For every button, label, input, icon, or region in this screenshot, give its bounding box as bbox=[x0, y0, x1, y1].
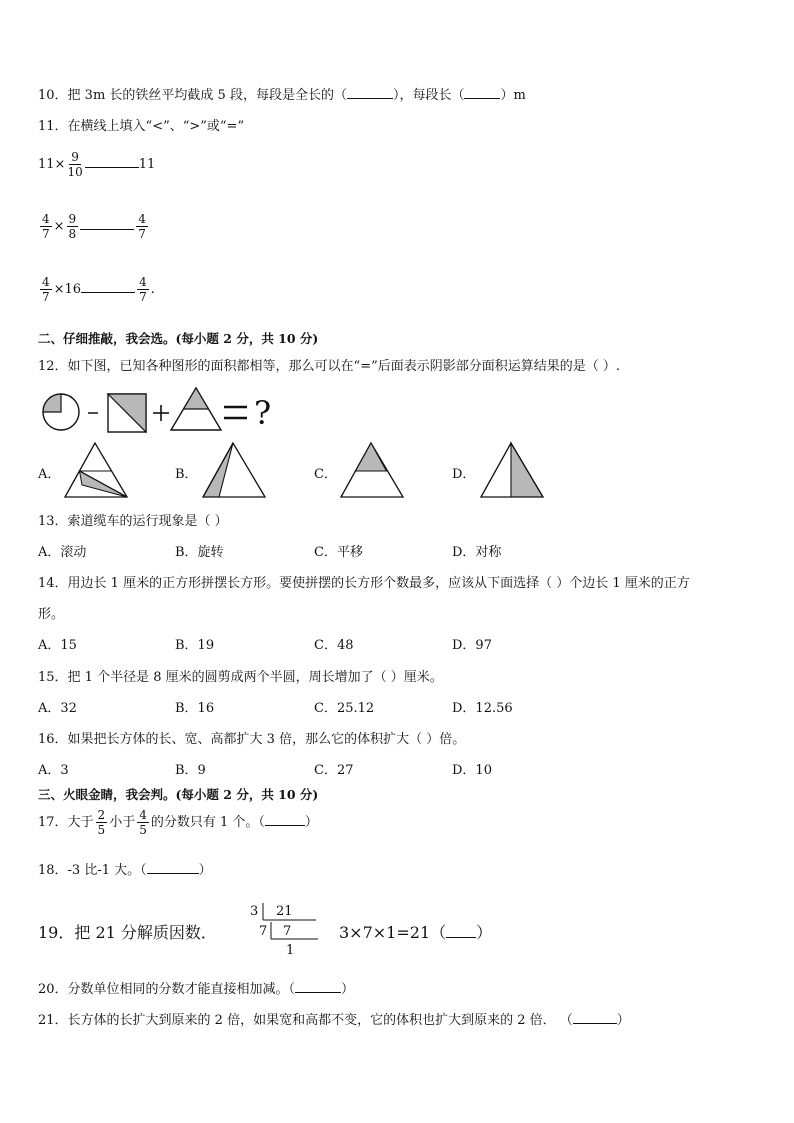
question-14-line-2: 形。 bbox=[38, 607, 65, 622]
question-21 bbox=[38, 1009, 630, 1028]
fraction: $\frac{4}{5}$ bbox=[139, 808, 147, 837]
q11-r1-right: 11 bbox=[138, 157, 156, 172]
svg-text:21: 21 bbox=[276, 904, 293, 919]
q17-pre: 17．大于 bbox=[38, 815, 94, 830]
fraction: $\frac{9}{10}$ bbox=[67, 150, 83, 179]
q15-option-b[interactable]: B．16 bbox=[175, 701, 215, 716]
svg-text:3: 3 bbox=[250, 904, 259, 919]
q21-end: ） bbox=[616, 1013, 630, 1028]
option-b[interactable]: B． bbox=[175, 467, 198, 482]
q13-option-c[interactable]: C．平移 bbox=[314, 545, 363, 560]
q16-option-d[interactable]: D．10 bbox=[452, 763, 492, 778]
fraction: $\frac{2}{5}$ bbox=[97, 808, 106, 837]
q19-end: ） bbox=[476, 923, 493, 942]
question-14-line-1: 14．用边长 1 厘米的正方形拼摆长方形。要使拼摆的长方形个数最多，应该从下面选择（ ）个边长 1 厘米的正方 bbox=[38, 576, 690, 591]
q14-option-d[interactable]: D．97 bbox=[452, 638, 492, 653]
q19-eq: 3×7×1=21（ bbox=[339, 923, 447, 942]
q13-option-b[interactable]: B．旋转 bbox=[175, 545, 224, 560]
answer-blank[interactable] bbox=[347, 98, 393, 99]
q15-option-c[interactable]: C．25.12 bbox=[314, 701, 375, 716]
question-12: 12．如下图，已知各种图形的面积都相等，那么可以在“=”后面表示阴影部分面积运算结果的是（ ）. bbox=[38, 359, 620, 374]
answer-blank[interactable] bbox=[81, 292, 135, 293]
q21-text: 21．长方体的长扩大到原来的 2 倍，如果宽和高都不变，它的体积也扩大到原来的 2 倍． （ bbox=[38, 1013, 573, 1028]
q10-end: ）m bbox=[500, 88, 526, 103]
q14-option-c[interactable]: C．48 bbox=[314, 638, 354, 653]
option-d-triangle[interactable] bbox=[480, 441, 544, 499]
option-a-triangle[interactable] bbox=[64, 441, 128, 499]
answer-blank[interactable] bbox=[265, 825, 305, 826]
square-shape bbox=[108, 394, 146, 432]
question-17 bbox=[38, 808, 318, 837]
q18-end: ） bbox=[198, 863, 212, 878]
q20-end: ） bbox=[341, 982, 355, 997]
answer-blank[interactable] bbox=[573, 1023, 617, 1024]
section-3-heading: 三、火眼金睛，我会判。(每小题 2 分，共 10 分) bbox=[38, 787, 319, 802]
q11-r3-op: ×16 bbox=[53, 282, 82, 297]
svg-text:1: 1 bbox=[286, 943, 295, 958]
question-10 bbox=[38, 84, 526, 103]
circle-shape bbox=[43, 394, 79, 430]
q14-option-a[interactable]: A．15 bbox=[38, 638, 77, 653]
q10-mid: ），每段长（ bbox=[392, 88, 465, 103]
answer-blank[interactable] bbox=[85, 167, 139, 168]
q11-r2-op: × bbox=[53, 219, 65, 234]
q11-r1-left: 11× bbox=[38, 157, 66, 172]
q17-mid: 小于 bbox=[109, 815, 136, 830]
fraction: $\frac{9}{8}$ bbox=[68, 212, 77, 241]
svg-text:7: 7 bbox=[259, 924, 268, 939]
fraction: $\frac{4}{7}$ bbox=[42, 212, 50, 241]
q19-short-division bbox=[246, 900, 326, 958]
q18-text: 18．-3 比-1 大。（ bbox=[38, 863, 147, 878]
question-13: 13．索道缆车的运行现象是（ ） bbox=[38, 514, 228, 529]
answer-blank[interactable] bbox=[80, 229, 134, 230]
question-20 bbox=[38, 978, 354, 997]
fraction: $\frac{4}{7}$ bbox=[139, 275, 147, 304]
option-b-triangle[interactable] bbox=[202, 441, 266, 499]
option-c-triangle[interactable] bbox=[340, 441, 404, 499]
q13-option-d[interactable]: D．对称 bbox=[452, 545, 502, 560]
q16-option-a[interactable]: A．3 bbox=[38, 763, 69, 778]
svg-text:7: 7 bbox=[283, 924, 292, 939]
question-16: 16．如果把长方体的长、宽、高都扩大 3 倍，那么它的体积扩大（ ）倍。 bbox=[38, 732, 466, 747]
fraction: $\frac{4}{7}$ bbox=[42, 275, 50, 304]
q12-equation-figure bbox=[40, 386, 280, 436]
section-2-heading: 二、仔细推敲，我会选。(每小题 2 分，共 10 分) bbox=[38, 331, 319, 346]
q10-text: 10．把 3m 长的铁丝平均截成 5 段，每段是全长的（ bbox=[38, 88, 347, 103]
question-19: 19．把 21 分解质因数． bbox=[38, 923, 217, 942]
q11-row-3 bbox=[38, 275, 155, 304]
question-11: 11．在横线上填入“<”、“>”或“=” bbox=[38, 119, 245, 134]
answer-blank[interactable] bbox=[446, 937, 476, 938]
q11-row-2 bbox=[38, 212, 150, 241]
question-15: 15．把 1 个半径是 8 厘米的圆剪成两个半圆，周长增加了（ ）厘米。 bbox=[38, 670, 443, 685]
question-18 bbox=[38, 859, 212, 878]
q15-option-d[interactable]: D．12.56 bbox=[452, 701, 513, 716]
question-mark: ? bbox=[254, 394, 272, 432]
answer-blank[interactable] bbox=[295, 992, 341, 993]
q15-option-a[interactable]: A．32 bbox=[38, 701, 77, 716]
q16-option-c[interactable]: C．27 bbox=[314, 763, 354, 778]
q17-post: 的分数只有 1 个。（ bbox=[150, 815, 265, 830]
option-a[interactable]: A． bbox=[38, 467, 61, 482]
q16-option-b[interactable]: B．9 bbox=[175, 763, 206, 778]
answer-blank[interactable] bbox=[147, 873, 199, 874]
triangle-shape bbox=[171, 388, 221, 430]
q11-r3-end: . bbox=[150, 282, 155, 297]
answer-blank[interactable] bbox=[464, 98, 500, 99]
fraction: $\frac{4}{7}$ bbox=[138, 212, 146, 241]
q13-option-a[interactable]: A．滚动 bbox=[38, 545, 87, 560]
q11-row-1 bbox=[38, 150, 155, 179]
q19-equation bbox=[339, 920, 492, 943]
q14-option-b[interactable]: B．19 bbox=[175, 638, 215, 653]
option-c[interactable]: C． bbox=[314, 467, 337, 482]
q20-text: 20．分数单位相同的分数才能直接相加减。（ bbox=[38, 982, 296, 997]
q17-end: ） bbox=[304, 815, 318, 830]
option-d[interactable]: D． bbox=[452, 467, 476, 482]
